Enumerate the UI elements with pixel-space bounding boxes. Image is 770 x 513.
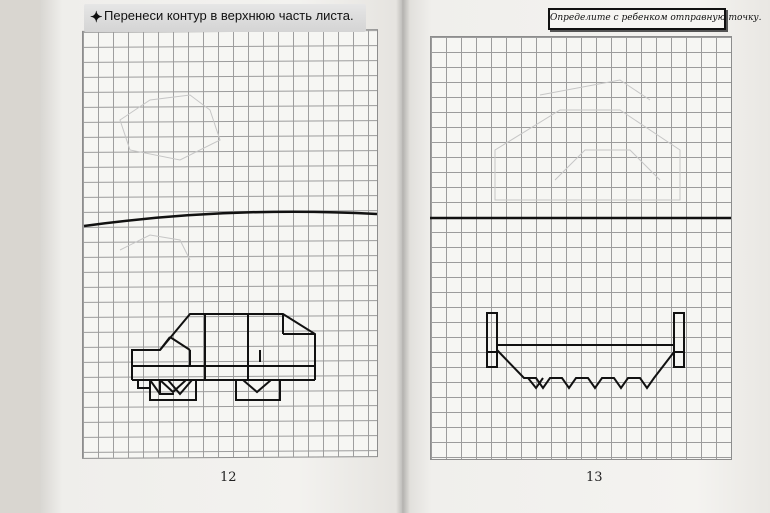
page-number-left: 12 [220,470,237,485]
page-number-right: 13 [586,470,603,485]
left-divider-line [84,212,377,226]
car-outline [132,314,315,400]
bridge-outline [487,313,684,388]
faint-ghost-drawing-left [120,95,220,260]
faint-ghost-drawing-right [495,80,680,200]
parent-note-text: Определите с ребенком отправную точку. [550,13,762,23]
star-bullet-icon: ✦ [90,9,103,26]
instruction-text: Перенеси контур в верхнюю часть листа. [104,8,354,23]
